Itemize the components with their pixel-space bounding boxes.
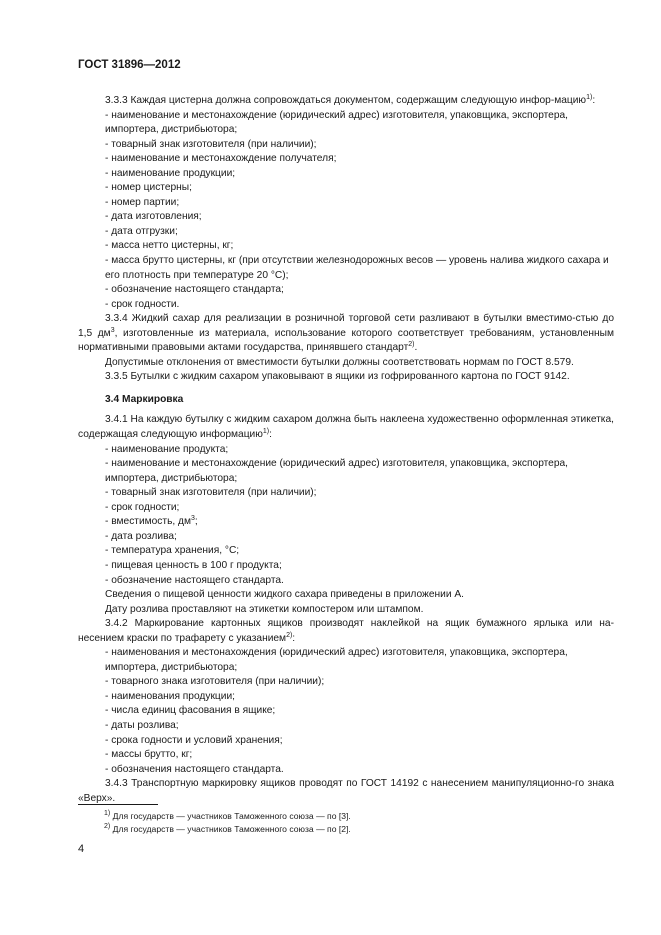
footnote-1	[104, 810, 351, 823]
paragraph-text: 3.4.1 На каждую бутылку с жидким сахаром должна быть наклеена художественно оформленная этикетка, содержащая следующую информацию	[78, 414, 614, 441]
footnote-ref-2: 2)	[286, 631, 293, 639]
footnote-mark: 1)	[104, 810, 111, 817]
punctuation: :	[292, 632, 296, 644]
list-item: - срок годности;	[105, 501, 180, 513]
footnote-mark: 2)	[104, 823, 111, 830]
list-item: - масса нетто цистерны, кг;	[105, 240, 234, 252]
paragraph-bottling-date: Дату розлива проставляют на этикетки компостером или штампом.	[105, 603, 424, 615]
list-item: - наименования и местонахождения (юридический адрес) изготовителя, упаковщика, экспортера, импортера, дистрибьютора;	[105, 647, 568, 673]
list-item: - обозначение настоящего стандарта.	[105, 574, 284, 586]
list-item: - наименование продукта;	[105, 443, 229, 455]
list-item: - обозначение настоящего стандарта;	[105, 284, 284, 296]
list-item: - массы брутто, кг;	[105, 749, 193, 761]
list-item: - срок годности.	[105, 298, 180, 310]
paragraph-text: 3.3.4 Жидкий сахар для реализации в розничной торговой сети разливают в бутылки вместимо-стью до 1,5 дм	[78, 313, 614, 339]
page-number: 4	[78, 843, 85, 855]
main-text	[78, 94, 614, 806]
section-title-3-4: 3.4 Маркировка	[105, 393, 184, 405]
paragraph-nutrition-info: Сведения о пищевой ценности жидкого сахара приведены в приложении А.	[105, 589, 464, 601]
list-item: - числа единиц фасования в ящике;	[105, 705, 276, 717]
footnote-ref-1: 1)	[586, 94, 593, 101]
list-item: - номер цистерны;	[105, 182, 192, 194]
footnote-text: Для государств — участников Таможенного союза — по [3].	[112, 811, 351, 821]
footnote-divider	[78, 804, 158, 805]
paragraph-tolerance: Допустимые отклонения от вместимости бутылки должны соответствовать нормам по ГОСТ 8.579.	[105, 356, 574, 368]
footnote-2	[104, 823, 351, 836]
list-item: - температура хранения, °С;	[105, 545, 240, 557]
list-item: - товарного знака изготовителя (при наличии);	[105, 676, 325, 688]
list-item: - пищевая ценность в 100 г продукта;	[105, 559, 282, 571]
list-item: - наименование продукции;	[105, 167, 236, 179]
paragraph-3-4-3: 3.4.3 Транспортную маркировку ящиков проводят по ГОСТ 14192 с нанесением манипуляционно-го знака «Верх».	[78, 778, 614, 804]
paragraph-3-4-2	[78, 617, 614, 646]
punctuation: .	[414, 342, 418, 354]
page-header: ГОСТ 31896—2012	[78, 59, 181, 71]
list-item: - дата изготовления;	[105, 211, 202, 223]
superscript: 3	[110, 326, 115, 334]
list-item: - дата отгрузки;	[105, 225, 178, 237]
list-item: - товарный знак изготовителя (при наличии);	[105, 487, 317, 499]
paragraph-3-3-3	[78, 94, 614, 109]
list-item: - наименование и местонахождение получателя;	[105, 153, 337, 165]
list-item: - срока годности и условий хранения;	[105, 734, 283, 746]
footnote-ref-2: 2)	[408, 341, 415, 349]
list-item: - товарный знак изготовителя (при наличии);	[105, 138, 317, 150]
list-item: - наименования продукции;	[105, 690, 235, 702]
paragraph-text: 3.3.3 Каждая цистерна должна сопровождаться документом, содержащим следующую инфор-мацию	[105, 95, 587, 106]
list-item: - наименование и местонахождение (юридический адрес) изготовителя, упаковщика, экспортера, импортера, дистрибьютора;	[105, 458, 569, 484]
list-item: - даты розлива;	[105, 719, 179, 731]
paragraph-text: 3.4.2 Маркирование картонных ящиков производят наклейкой на ящик бумажного ярлыка или на-несением краски по трафарету с указанием	[78, 618, 614, 644]
punctuation: :	[592, 95, 596, 106]
paragraph-text: , изготовленные из материала, использование которого соответствует требованиям, установленным нормативными правовыми актами государства, принявшего стандарт	[78, 327, 614, 354]
punctuation: :	[269, 429, 272, 441]
paragraph-3-4-1	[78, 413, 614, 442]
list-item: - обозначения настоящего стандарта.	[105, 763, 284, 775]
list-item-text: - вместимость, дм	[105, 516, 191, 528]
list-item: - дата розлива;	[105, 530, 177, 542]
paragraph-3-3-5: 3.3.5 Бутылки с жидким сахаром упаковывают в ящики из гофрированного картона по ГОСТ 9142.	[105, 371, 570, 383]
paragraph-3-3-4	[78, 312, 614, 356]
list-item: - номер партии;	[105, 196, 180, 208]
list-item	[78, 515, 614, 530]
footnotes	[104, 810, 351, 836]
list-item: - наименование и местонахождение (юридический адрес) изготовителя, упаковщика, экспортера, импортера, дистрибьютора;	[105, 109, 569, 136]
footnote-ref-1: 1)	[262, 428, 270, 436]
footnote-text: Для государств — участников Таможенного союза — по [2].	[112, 824, 351, 834]
list-item: - масса брутто цистерны, кг (при отсутствии железнодорожных весов — уровень налива жидкого сахара и его плотность при температуре 20 °С);	[105, 255, 609, 281]
superscript: 3	[191, 515, 195, 523]
punctuation: ;	[194, 516, 198, 528]
